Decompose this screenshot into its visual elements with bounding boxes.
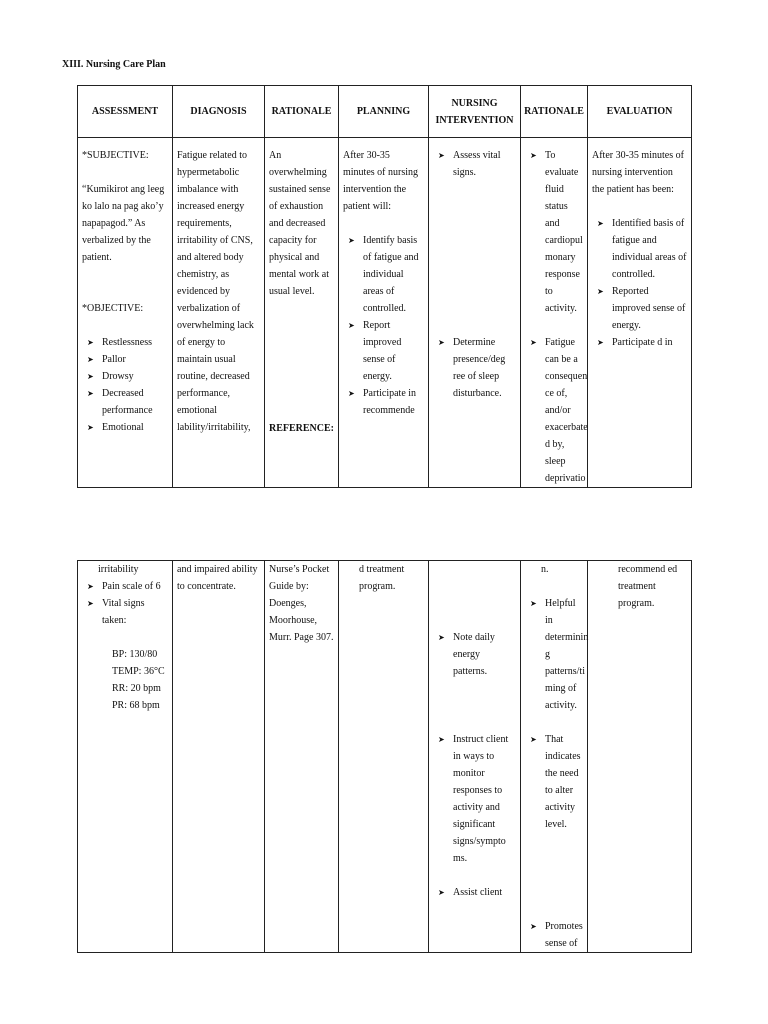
assessment-cell [78, 138, 173, 488]
diagnosis-cont-cell [173, 561, 265, 953]
objective-item: ➤ Drowsy [82, 368, 168, 385]
diagnosis-cont: and impaired ability to concentrate. [177, 564, 258, 592]
subjective-label: *SUBJECTIVE: [82, 150, 149, 161]
objective-item: ➤ Decreased performance [82, 385, 168, 419]
planning-cont-cell [339, 561, 429, 953]
assessment-cont-list [82, 578, 168, 629]
intervention-cell [429, 138, 521, 488]
evaluation-cell [588, 138, 692, 488]
header-nursing-intervention: NURSING INTERVENTION [429, 86, 521, 138]
intervention-item: ➤ Instruct client in ways to monitor responses to activity and significant signs/sympto ms. [433, 731, 516, 867]
rationale-item: ➤ To evaluate fluid status and cardiopul monary response to activity. [525, 147, 583, 317]
diagnosis-cell [173, 138, 265, 488]
rationale-cont-cell [521, 561, 588, 953]
rationale-list [525, 147, 583, 317]
rationale-cont: n. [541, 564, 549, 575]
evaluation-list [592, 215, 687, 351]
intervention-cont-list [433, 629, 516, 680]
assessment-item: ➤ Pain scale of 6 [82, 578, 168, 595]
header-planning: PLANNING [339, 86, 429, 138]
objective-item: ➤ Pallor [82, 351, 168, 368]
planning-cell [339, 138, 429, 488]
subjective-quote: “Kumikirot ang leeg ko lalo na pag ako’y napapagod.” As verbalized by the patient. [82, 184, 165, 263]
rationale-item: ➤ Fatigue can be a consequen ce of, and/or exacerbate d by, sleep deprivatio [525, 334, 583, 487]
intervention-item: ➤ Assist client [433, 884, 516, 901]
evaluation-cont-cell [588, 561, 692, 953]
care-plan-table-page2 [77, 560, 692, 953]
reference-text: Nurse’s Pocket Guide by: Doenges, Moorhouse, Murr. Page 307. [269, 564, 334, 643]
reference-label: REFERENCE: [269, 423, 335, 434]
evaluation-cont: recommend ed treatment program. [618, 564, 678, 609]
evaluation-item: ➤ Identified basis of fatigue and individual areas of controlled. [592, 215, 687, 283]
evaluation-item: ➤ Reported improved sense of energy. [592, 283, 687, 334]
planning-item: ➤ Report improved sense of energy. [343, 317, 424, 385]
planning-cont: d treatment program. [359, 564, 405, 592]
header-rationale: RATIONALE [265, 86, 339, 138]
header-diagnosis: DIAGNOSIS [173, 86, 265, 138]
evaluation-intro: After 30-35 minutes of nursing intervention the patient has been: [592, 150, 684, 195]
rationale-item: ➤ Promotes sense of [525, 918, 583, 952]
intervention-item: ➤ Assess vital signs. [433, 147, 516, 181]
assessment-cont-cell [78, 561, 173, 953]
planning-item: ➤ Identify basis of fatigue and individual areas of controlled. [343, 232, 424, 317]
care-plan-table-page1 [77, 85, 692, 488]
rationale-cell [265, 138, 339, 488]
vital-pr: PR: 68 bpm [112, 700, 160, 711]
planning-item: ➤ Participate in recommende [343, 385, 424, 419]
header-assessment: ASSESSMENT [78, 86, 173, 138]
reference-cell [265, 561, 339, 953]
intervention-item: ➤ Determine presence/deg ree of sleep disturbance. [433, 334, 516, 402]
rationale-text: An overwhelming sustained sense of exhaustion and decreased capacity for physical and mental work at usual level. [269, 150, 331, 297]
section-title: XIII. Nursing Care Plan [62, 59, 166, 70]
intervention-item: ➤ Note daily energy patterns. [433, 629, 516, 680]
rationale2-cell [521, 138, 588, 488]
intervention-list [433, 147, 516, 181]
vital-bp: BP: 130/80 [112, 649, 158, 660]
planning-intro: After 30-35 minutes of nursing intervention the patient will: [343, 150, 418, 212]
rationale-item: ➤ Helpful in determinin g patterns/ti ming of activity. [525, 595, 583, 714]
assessment-item: ➤ Vital signs taken: [82, 595, 168, 629]
evaluation-item: ➤ Participate d in [592, 334, 687, 351]
vital-temp: TEMP: 36°C [112, 666, 165, 677]
objective-item: ➤ Restlessness [82, 334, 168, 351]
header-evaluation: EVALUATION [588, 86, 692, 138]
objective-item: ➤ Emotional [82, 419, 168, 436]
objective-list [82, 334, 168, 436]
vital-rr: RR: 20 bpm [112, 683, 161, 694]
objective-label: *OBJECTIVE: [82, 303, 144, 314]
header-rationale-2: RATIONALE [521, 86, 588, 138]
planning-list [343, 232, 424, 419]
assessment-cont: irritability [98, 564, 139, 575]
rationale-cont-list [525, 595, 589, 714]
diagnosis-text: Fatigue related to hypermetabolic imbalance with increased energy requirements, irritability of CNS, and altered body chemistry, as evidenced by verbalization of overwhelming lack of energy to maintain usual routine, decreased performance, emotional lability/irritability, [177, 150, 254, 433]
rationale-item: ➤ That indicates the need to alter activity level. [525, 731, 583, 833]
intervention-cont-cell [429, 561, 521, 953]
